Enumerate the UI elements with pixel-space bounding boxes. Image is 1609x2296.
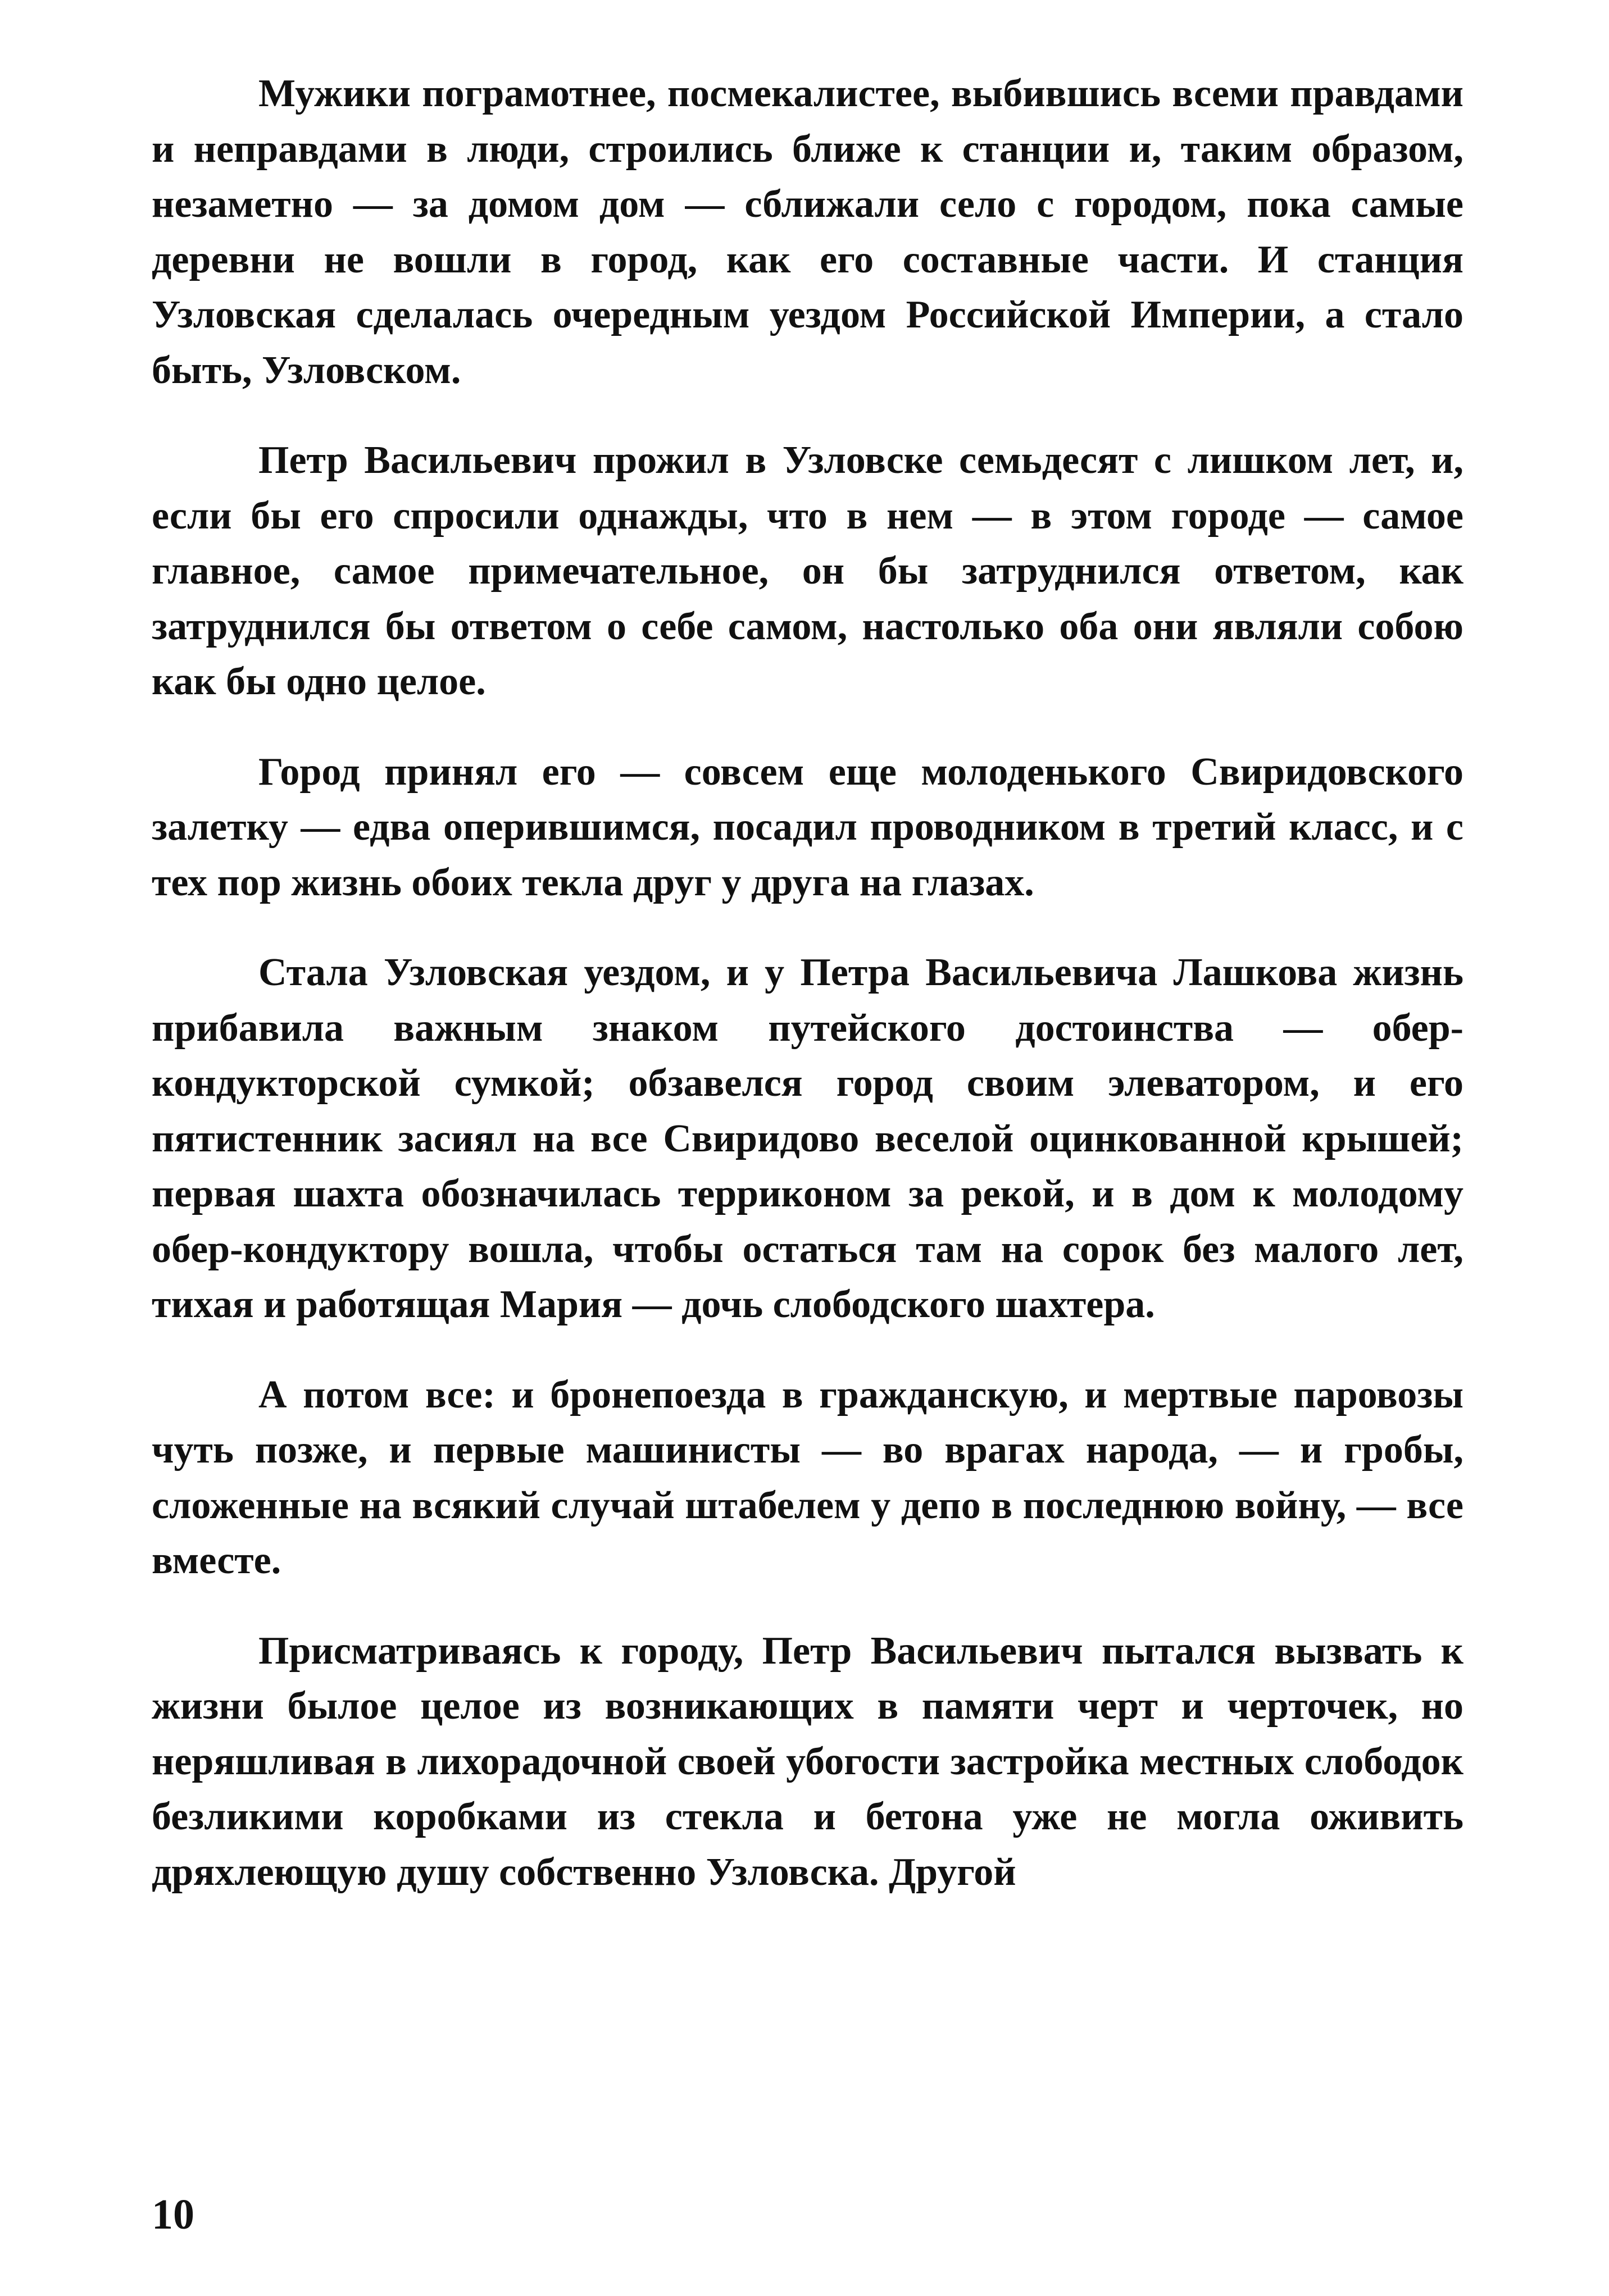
paragraph-2: Петр Васильевич прожил в Узловске семьдесят с лишком лет, и, если бы его спросили однажды, что в нем — в этом городе — самое главное, самое примечательное, он бы затруднился ответом, как затруднился бы ответом о себе самом, настолько оба они являли собою как бы одно целое. — [152, 439, 1463, 703]
paragraph-4: Стала Узловская уездом, и у Петра Васильевича Лашкова жизнь прибавила важным знаком путейского достоинства — обер-кондукторской сумкой; обзавелся город своим элеватором, и его пятистенник засиял на все Свиридово веселой оцинкованной крышей; первая шахта обозначилась терриконом за рекой, и в дом к молодому обер-кондуктору вошла, чтобы остаться там на сорок без малого лет, тихая и работящая Мария — дочь слободского шахтера. — [152, 951, 1463, 1326]
page-number: 10 — [152, 2191, 194, 2238]
paragraph-1: Мужики пограмотнее, посмекалистее, выбившись всеми правдами и неправдами в люди, строились ближе к станции и, таким образом, незаметно — за домом дом — сближали село с городом, пока самые деревни не вошли в город, как его составные части. И станция Узловская сделалась очередным уездом Российской Империи, а стало быть, Узловском. — [152, 72, 1463, 392]
paragraph-3: Город принял его — совсем еще молоденького Свиридовского залетку — едва оперившимся, посадил проводником в третий класс, и с тех пор жизнь обоих текла друг у друга на глазах. — [152, 750, 1463, 904]
paragraph-6: Присматриваясь к городу, Петр Васильевич пытался вызвать к жизни былое целое из возникающих в памяти черт и черточек, но неряшливая в лихорадочной своей убогости застройка местных слободок безликими коробками из стекла и бетона уже не могла оживить дряхлеющую душу собственно Узловска. Другой — [152, 1629, 1463, 1894]
book-page-text — [152, 66, 1463, 1900]
paragraph-5: А потом все: и бронепоезда в гражданскую, и мертвые паровозы чуть позже, и первые машинисты — во врагах народа, — и гробы, сложенные на всякий случай штабелем у депо в последнюю войну, — все вместе. — [152, 1373, 1463, 1582]
